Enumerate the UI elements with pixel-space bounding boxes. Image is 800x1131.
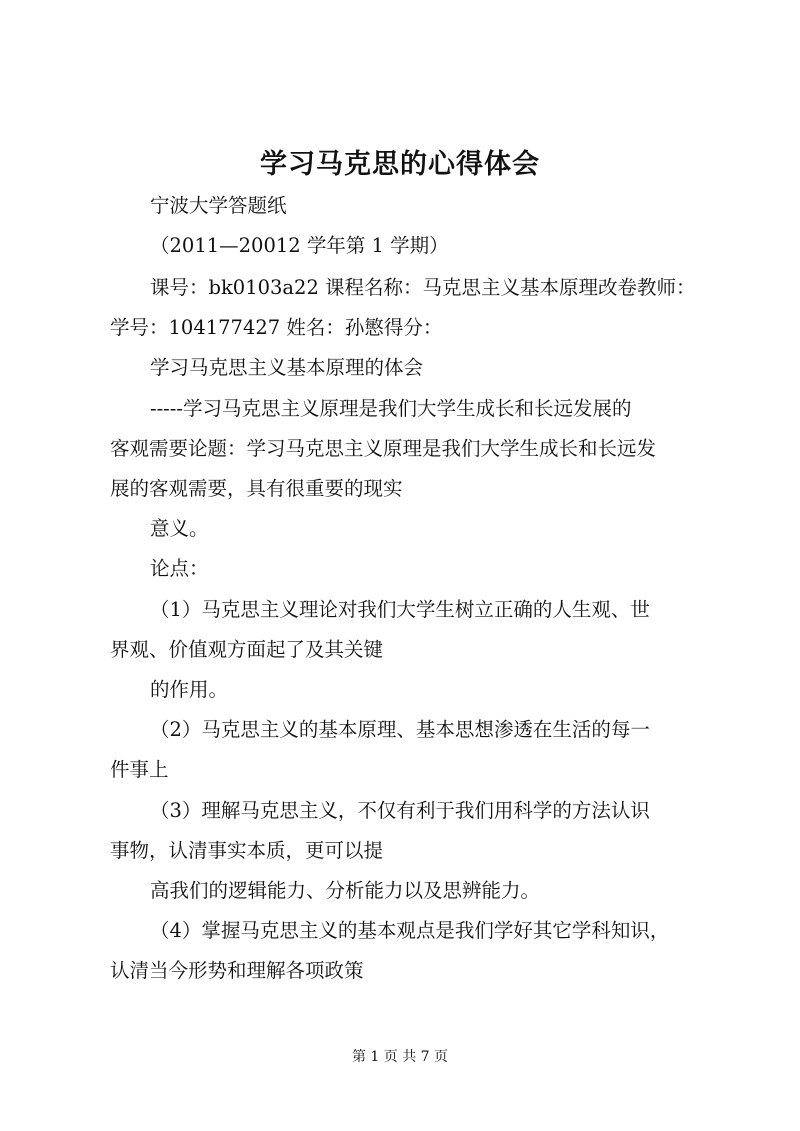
text-line: 的作用。 [150,678,229,701]
text-line: （2011—20012 学年第 1 学期） [150,234,449,257]
text-line: 件事上 [110,758,169,781]
text-line: 学号：104177427 姓名：孙慜得分： [110,316,443,339]
text-line: 事物，认清事实本质，更可以提 [110,839,384,862]
text-line: 展的客观需要，具有很重要的现实 [110,477,403,500]
text-line: 客观需要论题：学习马克思主义原理是我们大学生成长和长远发 [110,437,657,460]
text-line: （3）理解马克思主义，不仅有利于我们用科学的方法认识 [150,799,650,822]
text-line: -----学习马克思主义原理是我们大学生成长和长远发展的 [150,397,632,420]
text-line: 论点： [150,557,209,580]
text-line: （4）掌握马克思主义的基本观点是我们学好其它学科知识， [150,919,670,942]
text-line: （1）马克思主义理论对我们大学生树立正确的人生观、世 [150,598,650,621]
text-line: 高我们的逻辑能力、分析能力以及思辨能力。 [150,879,541,902]
text-line: 学习马克思主义基本原理的体会 [150,356,424,379]
text-line: （2）马克思主义的基本原理、基本思想渗透在生活的每一 [150,718,650,741]
page-footer: 第 1 页 共 7 页 [351,1049,449,1065]
text-line: 宁波大学答题纸 [150,194,287,217]
text-line: 课号：bk0103a22 课程名称：马克思主义基本原理改卷教师： [150,276,696,299]
page-title: 学习马克思的心得体会 [260,149,540,180]
text-line: 界观、价值观方面起了及其关键 [110,638,384,661]
text-line: 意义。 [150,517,209,540]
text-line: 认清当今形势和理解各项政策 [110,959,364,982]
